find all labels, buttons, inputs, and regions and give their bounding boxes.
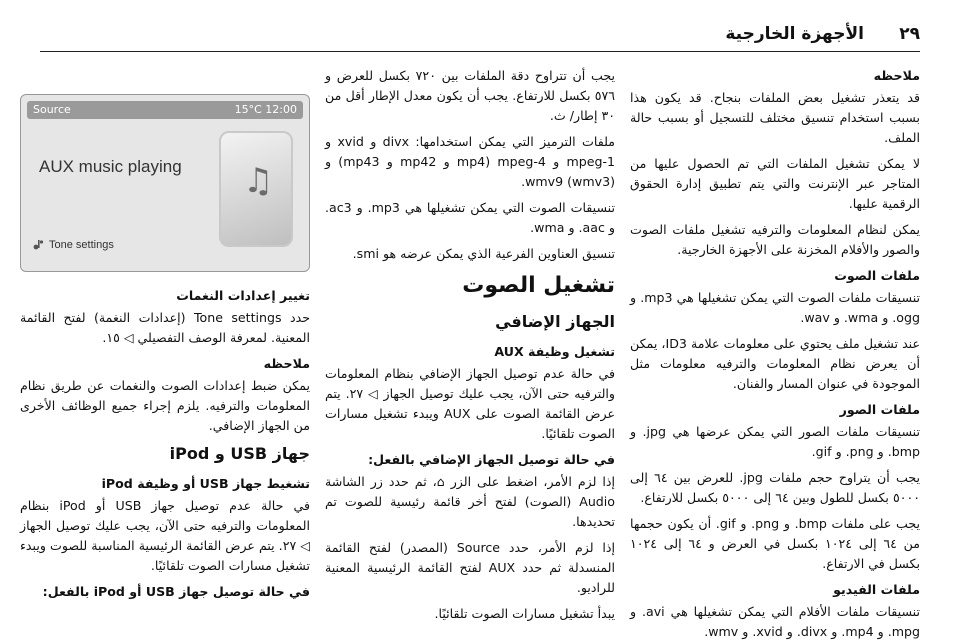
usb-connected-heading: في حالة توصيل جهاز USB أو iPod بالفعل: <box>42 584 310 599</box>
column-right <box>630 66 920 642</box>
intro-paragraph: يمكن لنظام المعلومات والترفيه تشغيل ملفات الصوت والصور والأفلام المخزنة على الأجهزة الخارجية. <box>630 222 920 257</box>
note-paragraph: قد يتعذر تشغيل بعض الملفات بنجاح. قد يكون هذا بسبب استخدام تنسيق مختلف للتسجيل أو بسبب حالة الملف. <box>630 90 920 145</box>
phone-music-icon <box>219 131 293 247</box>
aux-paragraph: في حالة عدم توصيل الجهاز الإضافي بنظام المعلومات والترفيه حتى الآن، يجب عليك توصيل الجهاز ◁ ٢٧. يتم عرض القائمة الصوت على AUX ويبدء تشغيل مسارات الصوت تلقائيًا. <box>325 366 615 441</box>
page-title: الأجهزة الخارجية <box>725 24 864 44</box>
aux-heading: تشغيل وظيفة AUX <box>494 344 615 359</box>
column-middle <box>325 66 615 630</box>
section-title: تشغيل الصوت <box>462 273 615 298</box>
jpg-size-paragraph: يجب أن يتراوح حجم ملفات jpg. للعرض بين ٦٤ إلى ٥٠٠٠ بكسل للطول وبين ٦٤ إلى ٥٠٠٠ بكسل للارتفاع. <box>630 470 920 505</box>
audio-formats-paragraph: تنسيقات ملفات الصوت التي يمكن تشغيلها هي mp3. و ogg. و wma. و wav. <box>630 290 920 325</box>
image-formats-paragraph: تنسيقات ملفات الصور التي يمكن عرضها هي jpg. و bmp. و png. و gif. <box>630 424 920 459</box>
page-number: ٢٩ <box>899 24 920 44</box>
audio-files-heading: ملفات الصوت <box>834 268 920 283</box>
usb-paragraph: في حالة عدم توصيل جهاز USB أو iPod بنظام المعلومات والترفيه حتى الآن، يجب عليك توصيل الجهاز ◁ ٢٧. يتم عرض القائمة الرئيسية المناسبة للصوت ويبدء تشغيل مسارات الصوت تلقائيًا. <box>20 498 311 573</box>
screen-top-bar <box>27 101 303 119</box>
connected-heading: في حالة توصيل الجهاز الإضافي بالفعل: <box>368 452 615 467</box>
tone-paragraph: حدد Tone settings (إعدادات النغمة) لفتح القائمة المعنية. لمعرفة الوصف التفصيلي ◁ ١٥. <box>20 310 310 345</box>
image-files-heading: ملفات الصور <box>839 402 920 417</box>
video-formats-paragraph: تنسيقات ملفات الأفلام التي يمكن تشغيلها هي avi. و mpg. و mp4. و divx. و xvid. و wmv. <box>630 604 920 639</box>
codecs-paragraph: ملفات الترميز التي يمكن استخدامها: divx و xvid و mpeg-1 و mpeg-4 (mp4 و mp42 و mp43) و wmv9 (wmv3). <box>325 134 616 189</box>
resolution-paragraph: يجب أن تتراوح دقة الملفات بين ٧٢٠ بكسل للعرض و ٥٧٦ بكسل للارتفاع. يجب أن يكون معدل الإطار أقل من ٣٠ إطار/ ث. <box>325 68 615 123</box>
source-label: Source <box>33 103 71 116</box>
note-paragraph: يمكن ضبط إعدادات الصوت والنغمات عن طريق نظام المعلومات والترفيه. يلزم إجراء جميع الوظائف الأخرى من الجهاز الإضافي. <box>20 378 310 433</box>
tone-settings-icon <box>31 238 45 252</box>
aux-screen-illustration <box>20 94 310 272</box>
usb-heading: تشغيط جهاز USB أو وظيفة iPod <box>101 476 310 491</box>
note-heading: ملاحظه <box>873 68 920 83</box>
video-files-heading: ملفات الفيديو <box>833 582 920 597</box>
id3-paragraph: عند تشغيل ملف يحتوي على معلومات علامة ID3، يمكن أن يعرض نظام المعلومات والترفيه معلومات مثل الموجودة في عنوان المسار والفنان. <box>630 336 920 391</box>
note-paragraph: لا يمكن تشغيل الملفات التي تم الحصول عليها من المتاجر عبر الإنترنت والتي يتم تطبيق إدارة الحقوق الرقمية عليها. <box>630 156 920 211</box>
music-note-icon: ♫ <box>243 161 274 201</box>
note-heading: ملاحظه <box>263 356 310 371</box>
audio-codecs-paragraph: تنسيقات الصوت التي يمكن تشغيلها هي mp3. و ac3. و aac. و wma. <box>325 200 615 235</box>
bmp-size-paragraph: يجب على ملفات bmp. و png. و gif. أن يكون حجمها من ٦٤ إلى ١٠٢٤ بكسل في العرض و ٦٤ إلى ١٠٢٤ بكسل في الارتفاع. <box>630 516 921 571</box>
subtitle-paragraph: تنسيق العناوين الفرعية الذي يمكن عرضه هو smi. <box>352 246 615 261</box>
tone-heading: تغيير إعدادات النغمات <box>176 288 310 303</box>
column-left <box>20 66 310 604</box>
aux-playing-text: AUX music playing <box>39 157 182 176</box>
tone-settings-label: Tone settings <box>49 239 114 251</box>
status-readout: 15°C 12:00 <box>234 103 297 116</box>
connected-paragraph: يبدأ تشغيل مسارات الصوت تلقائيًا. <box>434 606 615 621</box>
tone-settings-button <box>31 235 114 255</box>
connected-paragraph: إذا لزم الأمر، حدد Source (المصدر) لفتح القائمة المنسدلة ثم حدد AUX لفتح القائمة الرئيسية المعنية للراديو. <box>325 540 615 595</box>
page-header <box>40 22 920 52</box>
connected-paragraph: إذا لزم الأمر، اضغط على الزر ⌂، ثم حدد زر الشاشة Audio (الصوت) لفتح أخر قائمة رئيسية للصوت تم تحديدها. <box>325 474 615 529</box>
usb-ipod-title: جهاز USB و iPod <box>169 444 310 463</box>
subsection-title: الجهاز الإضافي <box>495 312 615 331</box>
